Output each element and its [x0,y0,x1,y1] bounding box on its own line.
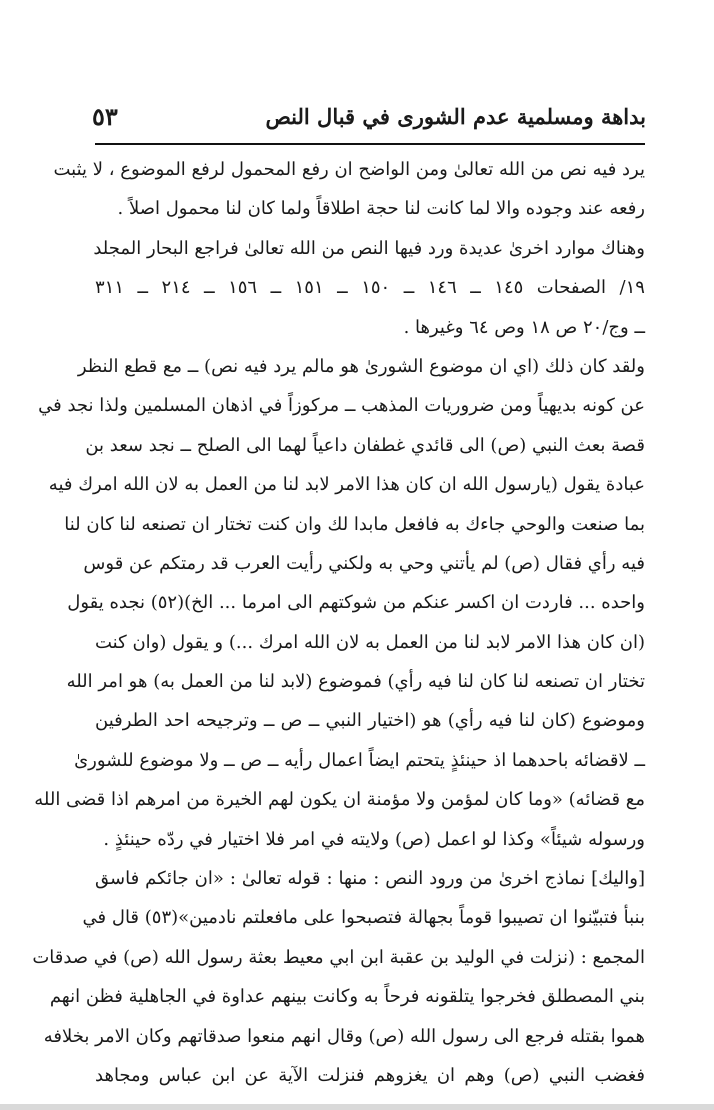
text-line: فيه رأي فقال (ص) لم يأتني وحي به ولكني رأيت العرب قد رمتكم عن قوس [83,552,645,574]
text-line: بنبأ فتبيّنوا ان تصيبوا قوماً بجهالة فتصبحوا على مافعلتم نادمين»(٥٣) قال في [82,907,645,929]
text-line: عبادة يقول (يارسول الله ان كان هذا الامر لابد لنا من العمل به لان الله امرك فيه [48,474,645,496]
text-line: بما صنعت والوحي جاءك به فافعل مابدا لك وان كنت تختار ان تصنعه لنا كان لنا [64,513,645,535]
text-line: وموضوع (كان لنا فيه رأي) هو (اختيار النبي ــ ص ــ وترجيحه احد الطرفين [95,710,645,732]
text-line: عن كونه بديهياً ومن ضروريات المذهب ــ مركوزاً في اذهان المسلمين ولذا نجد في [38,395,645,417]
header-rule [95,143,645,145]
text-line: ــ وج/٢٠ ص ١٨ وص ٦٤ وغيرها . [403,316,645,338]
text-line: المجمع : (نزلت في الوليد بن عقبة ابن ابي معيط بعثة رسول الله (ص) في صدقات [32,946,645,968]
text-line: تختار ان تصنعه لنا كان لنا فيه رأي) فموضوع (لابد لنا من العمل به) هو امر الله [66,671,645,693]
text-line: (ان كان هذا الامر لابد لنا من العمل به لان الله امرك ...) و يقول (وان كنت [95,631,645,653]
text-line: بني المصطلق فخرجوا يتلقونه فرحاً به وكانت بينهم عداوة في الجاهلية فظن انهم [49,986,645,1008]
text-line: وهناك موارد اخرىٰ عديدة ورد فيها النص من الله تعالىٰ فراجع البحار المجلد [93,237,645,259]
body-text [32,150,645,1095]
running-title: بداهة ومسلمية عدم الشورى في قبال النص [265,104,646,129]
text-line: ١٩/ الصفحات ١٤٥ ــ ١٤٦ ــ ١٥٠ ــ ١٥١ ــ ١٥٦ ــ ٢١٤ ــ ٣١١ [95,277,645,299]
text-line: مع قضائه) «وما كان لمؤمن ولا مؤمنة ان يكون لهم الخيرة من امرهم اذا قضى الله [34,789,645,811]
text-line: هموا بقتله فرجع الى رسول الله (ص) وقال انهم منعوا صدقاتهم وكان الامر بخلافه [43,1025,645,1047]
text-line: واحده ... فاردت ان اكسر عنكم من شوكتهم الى امرما ... الخ)(٥٢) نجده يقول [67,592,645,614]
page-bottom-edge [0,1104,714,1110]
text-line: [واليك] نماذج اخرىٰ من ورود النص : منها : قوله تعالىٰ : «ان جائكم فاسق [95,868,645,890]
page-header [92,100,646,140]
text-line: قصة بعث النبي (ص) الى قائدي غطفان داعياً لهما الى الصلح ــ نجد سعد بن [85,434,645,456]
text-line: ــ لاقضائه باحدهما اذ حينئذٍ يتحتم ايضاً اعمال رأيه ــ ص ــ ولا موضوع للشورىٰ [74,749,645,771]
text-line: فغضب النبي (ص) وهم ان يغزوهم فنزلت الآية عن ابن عباس ومجاهد [95,1064,645,1086]
page-number: ٥٣ [92,102,118,131]
text-line: رفعه عند وجوده والا لما كانت لنا حجة اطلاقاً ولما كان لنا محمول اصلاً . [117,198,645,220]
text-line: يرد فيه نص من الله تعالىٰ ومن الواضح ان رفع المحمول لرفع الموضوع ، لا يثبت [53,159,645,180]
text-line: ورسوله شيئاً» وكذا لو اعمل (ص) ولايته في امر فلا اختيار في ردّه حينئذٍ . [103,828,645,850]
text-line: ولقد كان ذلك (اي ان موضوع الشورىٰ هو مالم يرد فيه نص) ــ مع قطع النظر [77,355,645,377]
